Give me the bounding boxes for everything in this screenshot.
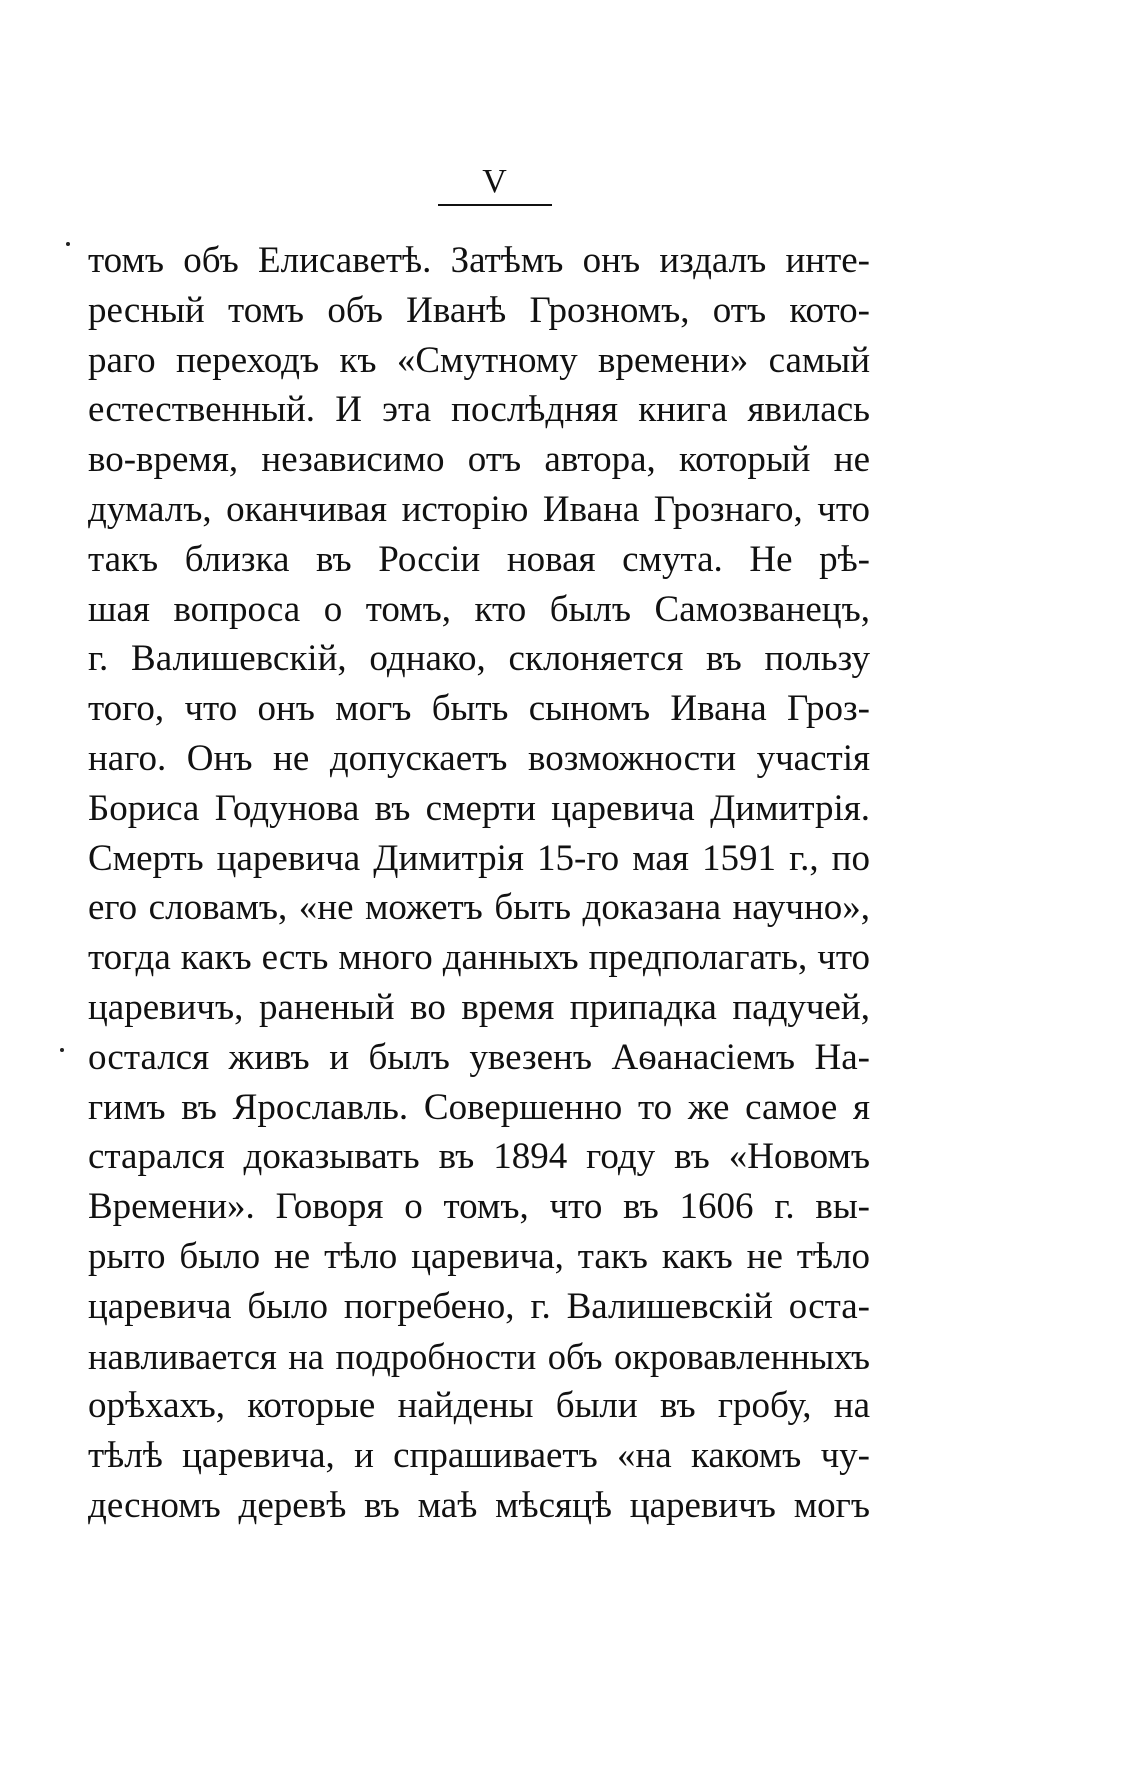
- print-speck: [66, 242, 70, 246]
- text-line: того, что онъ могъ быть сыномъ Ивана Гроз-: [88, 688, 870, 730]
- text-line: наго. Онъ не допускаетъ возможности участія: [88, 737, 870, 779]
- text-line: десномъ деревѣ въ маѣ мѣсяцѣ царевичъ могъ: [88, 1484, 870, 1526]
- text-line: старался доказывать въ 1894 году въ «Новомъ: [88, 1136, 870, 1178]
- text-line: думалъ, оканчивая исторію Ивана Грознаго, что: [88, 488, 870, 530]
- text-line: царевича было погребено, г. Валишевскій оста-: [88, 1285, 870, 1327]
- text-line: естественный. И эта послѣдняя книга явилась: [88, 389, 870, 431]
- text-line: Бориса Годунова въ смерти царевича Димитрія.: [88, 787, 870, 829]
- text-line: тѣлѣ царевича, и спрашиваетъ «на какомъ чу-: [88, 1435, 870, 1477]
- text-line: раго переходъ къ «Смутному времени» самый: [88, 339, 870, 381]
- text-line: такъ близка въ Россіи новая смута. Не рѣ-: [88, 538, 870, 580]
- print-speck: [60, 1048, 64, 1052]
- text-line: орѣхахъ, которые найдены были въ гробу, на: [88, 1385, 870, 1427]
- text-line: тогда какъ есть много данныхъ предполагать, что: [88, 937, 870, 979]
- text-line: царевичъ, раненый во время припадка падучей,: [88, 986, 870, 1028]
- text-line: Смерть царевича Димитрія 15-го мая 1591 г., по: [88, 837, 870, 879]
- body-text: [88, 236, 870, 1531]
- text-line: остался живъ и былъ увезенъ Аѳанасіемъ На-: [88, 1036, 870, 1078]
- text-line: его словамъ, «не можетъ быть доказана научно»,: [88, 887, 870, 929]
- text-line: во-время, независимо отъ автора, который не: [88, 439, 870, 481]
- page-number-rule: [438, 204, 552, 206]
- text-line: томъ объ Елисаветѣ. Затѣмъ онъ издалъ инте-: [88, 240, 870, 281]
- text-line: гимъ въ Ярославль. Совершенно то же самое я: [88, 1086, 870, 1128]
- text-line: Времени». Говоря о томъ, что въ 1606 г. вы-: [88, 1186, 870, 1228]
- text-line: навливается на подробности объ окровавленныхъ: [88, 1335, 870, 1377]
- page-number: V: [482, 163, 508, 200]
- text-line: г. Валишевскій, однако, склоняется въ пользу: [88, 638, 870, 680]
- text-line: шая вопроса о томъ, кто былъ Самозванецъ,: [88, 588, 870, 630]
- text-line: ресный томъ объ Иванѣ Грозномъ, отъ кото-: [88, 289, 870, 331]
- text-line: рыто было не тѣло царевича, такъ какъ не тѣло: [88, 1235, 870, 1277]
